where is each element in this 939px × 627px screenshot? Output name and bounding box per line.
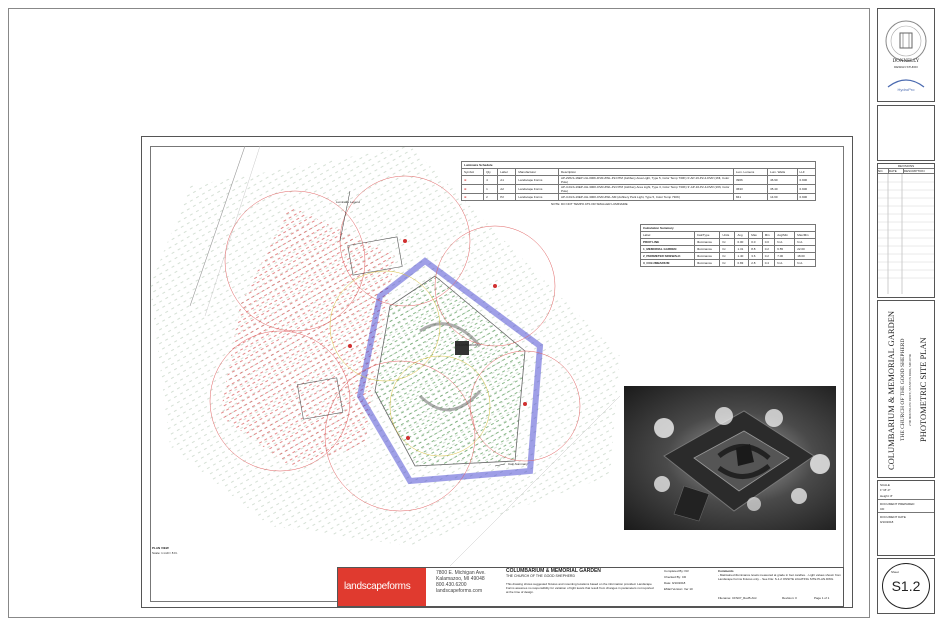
cell: Fc: [720, 260, 735, 267]
cell: 3966: [734, 176, 768, 185]
cell: Landscape Forms: [516, 185, 559, 194]
cell: 841: [734, 194, 768, 201]
version: EMail Version: Ver 10: [664, 587, 693, 591]
col-header: LLF: [797, 169, 815, 176]
cell: 14.60: [768, 194, 797, 201]
document-date-value: 9/10/2018: [880, 520, 894, 524]
cell: 8.8: [749, 246, 763, 253]
cell: 0.0: [749, 239, 763, 246]
rev-col-description: DESCRIPTION: [904, 169, 925, 173]
callout-luminaire: Luminaire Legend: [336, 200, 361, 204]
cell: A2: [498, 185, 516, 194]
fixture-symbol-icon: ⊕: [464, 195, 467, 199]
comments-title: Comments: [718, 569, 734, 573]
footer-disclaimer: This drawing shows suggested fixtures and mounting locations based on the information provided. Landscape Forms assumes no responsibility for variation of light levels that result from changes in parameters not reported at the time of design.: [506, 582, 654, 594]
cell: 0.900: [797, 185, 815, 194]
col-header: Manufacturer: [516, 169, 559, 176]
cell: N.A.: [775, 239, 795, 246]
fixture-marker: [403, 239, 407, 243]
footer-credits: [664, 569, 716, 591]
cell: N.A.: [775, 260, 795, 267]
phone-number: 800.430.6200: [436, 582, 467, 588]
cell: 3633: [734, 185, 768, 194]
col-header: Lum. Watts: [768, 169, 797, 176]
table-row: [462, 185, 816, 194]
cell: Illuminance: [694, 246, 720, 253]
col-header: Max/Min: [795, 232, 816, 239]
render-graphic: [624, 386, 836, 530]
firm-logo-box: [877, 8, 935, 102]
sheet-label: Sheet: [891, 570, 899, 574]
cell: A1: [498, 176, 516, 185]
cell: 2.8: [749, 260, 763, 267]
footer-project-subtitle: THE CHURCH OF THE GOOD SHEPHERD: [506, 574, 575, 578]
col-header: Avg: [735, 232, 749, 239]
project-main-title: COLUMBARIUM & MEMORIAL GARDEN: [886, 310, 896, 470]
center-label: COLUMBARIUM: [455, 343, 478, 347]
schedule-note: NOTE: DO NOT TEMPO ATS OR SMALLER LUMINAIRE: [551, 202, 628, 206]
cell: Fc: [720, 239, 735, 246]
cell: Landscape Forms: [516, 176, 559, 185]
project-address: 2700 HOUNSLOW DRIVE, STANTON PARK, MD 20706: [908, 353, 912, 427]
cell: Fc: [720, 246, 735, 253]
table-row: [462, 194, 816, 201]
revisions-box: [877, 163, 935, 298]
cell: 1_MEMORIAL GARDEN: [641, 246, 695, 253]
fixture-symbol-icon: ⊕: [464, 187, 467, 191]
cell: 0.2: [762, 253, 774, 260]
cell: 4: [484, 176, 498, 185]
cell: AP-ZWLS-16EP-UH-300K-DVR-ZWL-P2-NTM (Ashbery Area Light, Type 5, Color Temp 730K) 3'-AP-16-P2-4-DVR (16ft, Color Pole): [559, 176, 734, 185]
cell: Illuminance: [694, 253, 720, 260]
col-header: Description: [559, 169, 734, 176]
col-header: Label: [498, 169, 516, 176]
cell: N.A.: [795, 239, 816, 246]
cell: 1.40: [735, 253, 749, 260]
cell: 3_COLUMBARIUM: [641, 260, 695, 267]
firm-seal-icon: [878, 13, 934, 73]
calculation-summary: [640, 224, 816, 267]
luminaire-schedule-title: Luminaire Schedule: [462, 162, 816, 169]
cell: 2_PERIMETER SIDEWALK: [641, 253, 695, 260]
cell: 46.90: [768, 176, 797, 185]
fixture-symbol-icon: ⊕: [464, 178, 467, 182]
project-title-box: [877, 300, 935, 478]
cell: Illuminance: [694, 260, 720, 267]
luminaire-schedule: [461, 161, 816, 206]
design-date: Date: 9/10/2018: [664, 581, 686, 585]
cell: 22.00: [795, 246, 816, 253]
cell: AP-3-DLS-16EP-UH-300K-DVR-ZWL-SM (Ashbery Park Light, Type 5, Color Temp 730K): [559, 194, 734, 201]
col-header: Label: [641, 232, 695, 239]
cell: 18.00: [795, 253, 816, 260]
revision-grid: [878, 174, 934, 294]
table-row: [641, 239, 816, 246]
photometric-render: [624, 386, 836, 530]
footer-project-title: COLUMBARIUM & MEMORIAL GARDEN: [506, 568, 601, 574]
sheet-title: PHOTOMETRIC SITE PLAN: [918, 337, 928, 443]
cell: 0.900: [797, 194, 815, 201]
cell: 0.0: [762, 239, 774, 246]
document-date-label: DOCUMENT DATE: [880, 515, 906, 519]
website-link[interactable]: landscapeforms.com: [436, 588, 483, 594]
rev-col-date: DATE: [889, 169, 904, 173]
footer-revision: Revision: 0: [782, 596, 797, 600]
address-line: 7800 E. Michigan Ave.: [436, 570, 486, 576]
cell: AP-3-DLS-16EP-UH-300K-DVR-ZWL-P2-NTM (Ashbery Area Light, Type 3, Color Temp 730K) 3'-AP-16-P2-4-DVR (16ft, Color Pole): [559, 185, 734, 194]
cell: 0.00: [735, 239, 749, 246]
cell: Fc: [720, 253, 735, 260]
cell: 1.31: [735, 246, 749, 253]
revisions-title: REVISIONS: [878, 164, 934, 169]
document-prepared-value: CD: [878, 506, 934, 513]
title-block: [877, 8, 935, 618]
symbol-cell: [462, 176, 484, 185]
cell: 2: [484, 194, 498, 201]
sheet-number-box: [877, 558, 935, 614]
table-row: [641, 253, 816, 260]
cell: 35.40: [768, 185, 797, 194]
table-row: [641, 246, 816, 253]
plan-scale-note: Scale: 1 inch= 8 Ft.: [152, 551, 178, 555]
cell: 6.55: [775, 246, 795, 253]
address-line: Kalamazoo, MI 49048: [436, 576, 485, 582]
checked-by: Checked By: CD: [664, 575, 687, 579]
symbol-cell: [462, 185, 484, 194]
cell: 0.900: [797, 176, 815, 185]
fixture-marker: [406, 436, 410, 440]
col-header: Lum. Lumens: [734, 169, 768, 176]
footer-page: Page 1 of 1: [814, 596, 830, 600]
col-header: Qty: [484, 169, 498, 176]
scale-box: [877, 480, 935, 556]
cell: 7.00: [775, 253, 795, 260]
plan-view-title: PLAN VIEW: [152, 546, 169, 550]
col-header: Min: [762, 232, 774, 239]
sheet-number-circle: [882, 563, 930, 609]
company-address: [436, 570, 486, 594]
symbol-cell: [462, 194, 484, 201]
col-header: Symbol: [462, 169, 484, 176]
cell: 0.4: [762, 260, 774, 267]
sheet-number: S1.2: [891, 578, 921, 594]
col-header: Max: [749, 232, 763, 239]
col-header: CalcType: [694, 232, 720, 239]
logo-text: landscapeforms: [344, 581, 411, 592]
footer-filename: Filename: CFN07_RevB.AGI: [718, 596, 757, 600]
cell: N.A.: [795, 260, 816, 267]
rev-col-no: NO.: [878, 169, 889, 173]
completed-by: Completed By: KR: [664, 569, 689, 573]
cell: P2: [498, 194, 516, 201]
cell: Illuminance: [694, 239, 720, 246]
fixture-marker: [493, 284, 497, 288]
stamp-box: [877, 105, 935, 161]
cell: 0.2: [762, 246, 774, 253]
site-plan-drawing: [150, 146, 620, 566]
fixture-marker: [348, 344, 352, 348]
scale-value: 1"=8'-0": [880, 488, 891, 492]
cell: 0.83: [735, 260, 749, 267]
cell: 1: [484, 185, 498, 194]
footer-project-info: [506, 568, 656, 594]
cell: 3.6: [749, 253, 763, 260]
cell: Landscape Forms: [516, 194, 559, 201]
table-row: [641, 260, 816, 267]
document-prepared-label: DOCUMENT PREPARED: [880, 502, 915, 506]
col-header: Avg/Min: [775, 232, 795, 239]
firm-subtitle: DESIGN STUDIO: [894, 65, 918, 69]
col-header: Units: [720, 232, 735, 239]
scale-label: SCALE: [880, 483, 890, 487]
fixture-marker: [523, 402, 527, 406]
comments-text: - Maintained illuminance levels measured at grade in foot candles. - Light values shown from Landscape Forms fixtures only. - See File: S-1.2 ONSITE LIGHTING SITE PLAN.DWG: [718, 573, 841, 581]
landscapeforms-logo: [338, 568, 426, 606]
firm-name: DONNELLY: [892, 59, 920, 64]
height-note: Height: 8': [878, 493, 934, 500]
footer-comments: [718, 569, 842, 581]
calc-summary-title: Calculation Summary: [641, 225, 816, 232]
partner-name: HydroPro: [897, 87, 915, 92]
table-row: [462, 176, 816, 185]
cell: PROP LINE: [641, 239, 695, 246]
project-sub-title: THE CHURCH OF THE GOOD SHEPHERD: [900, 338, 906, 442]
callout-calc: Calc Summary: [508, 462, 528, 466]
